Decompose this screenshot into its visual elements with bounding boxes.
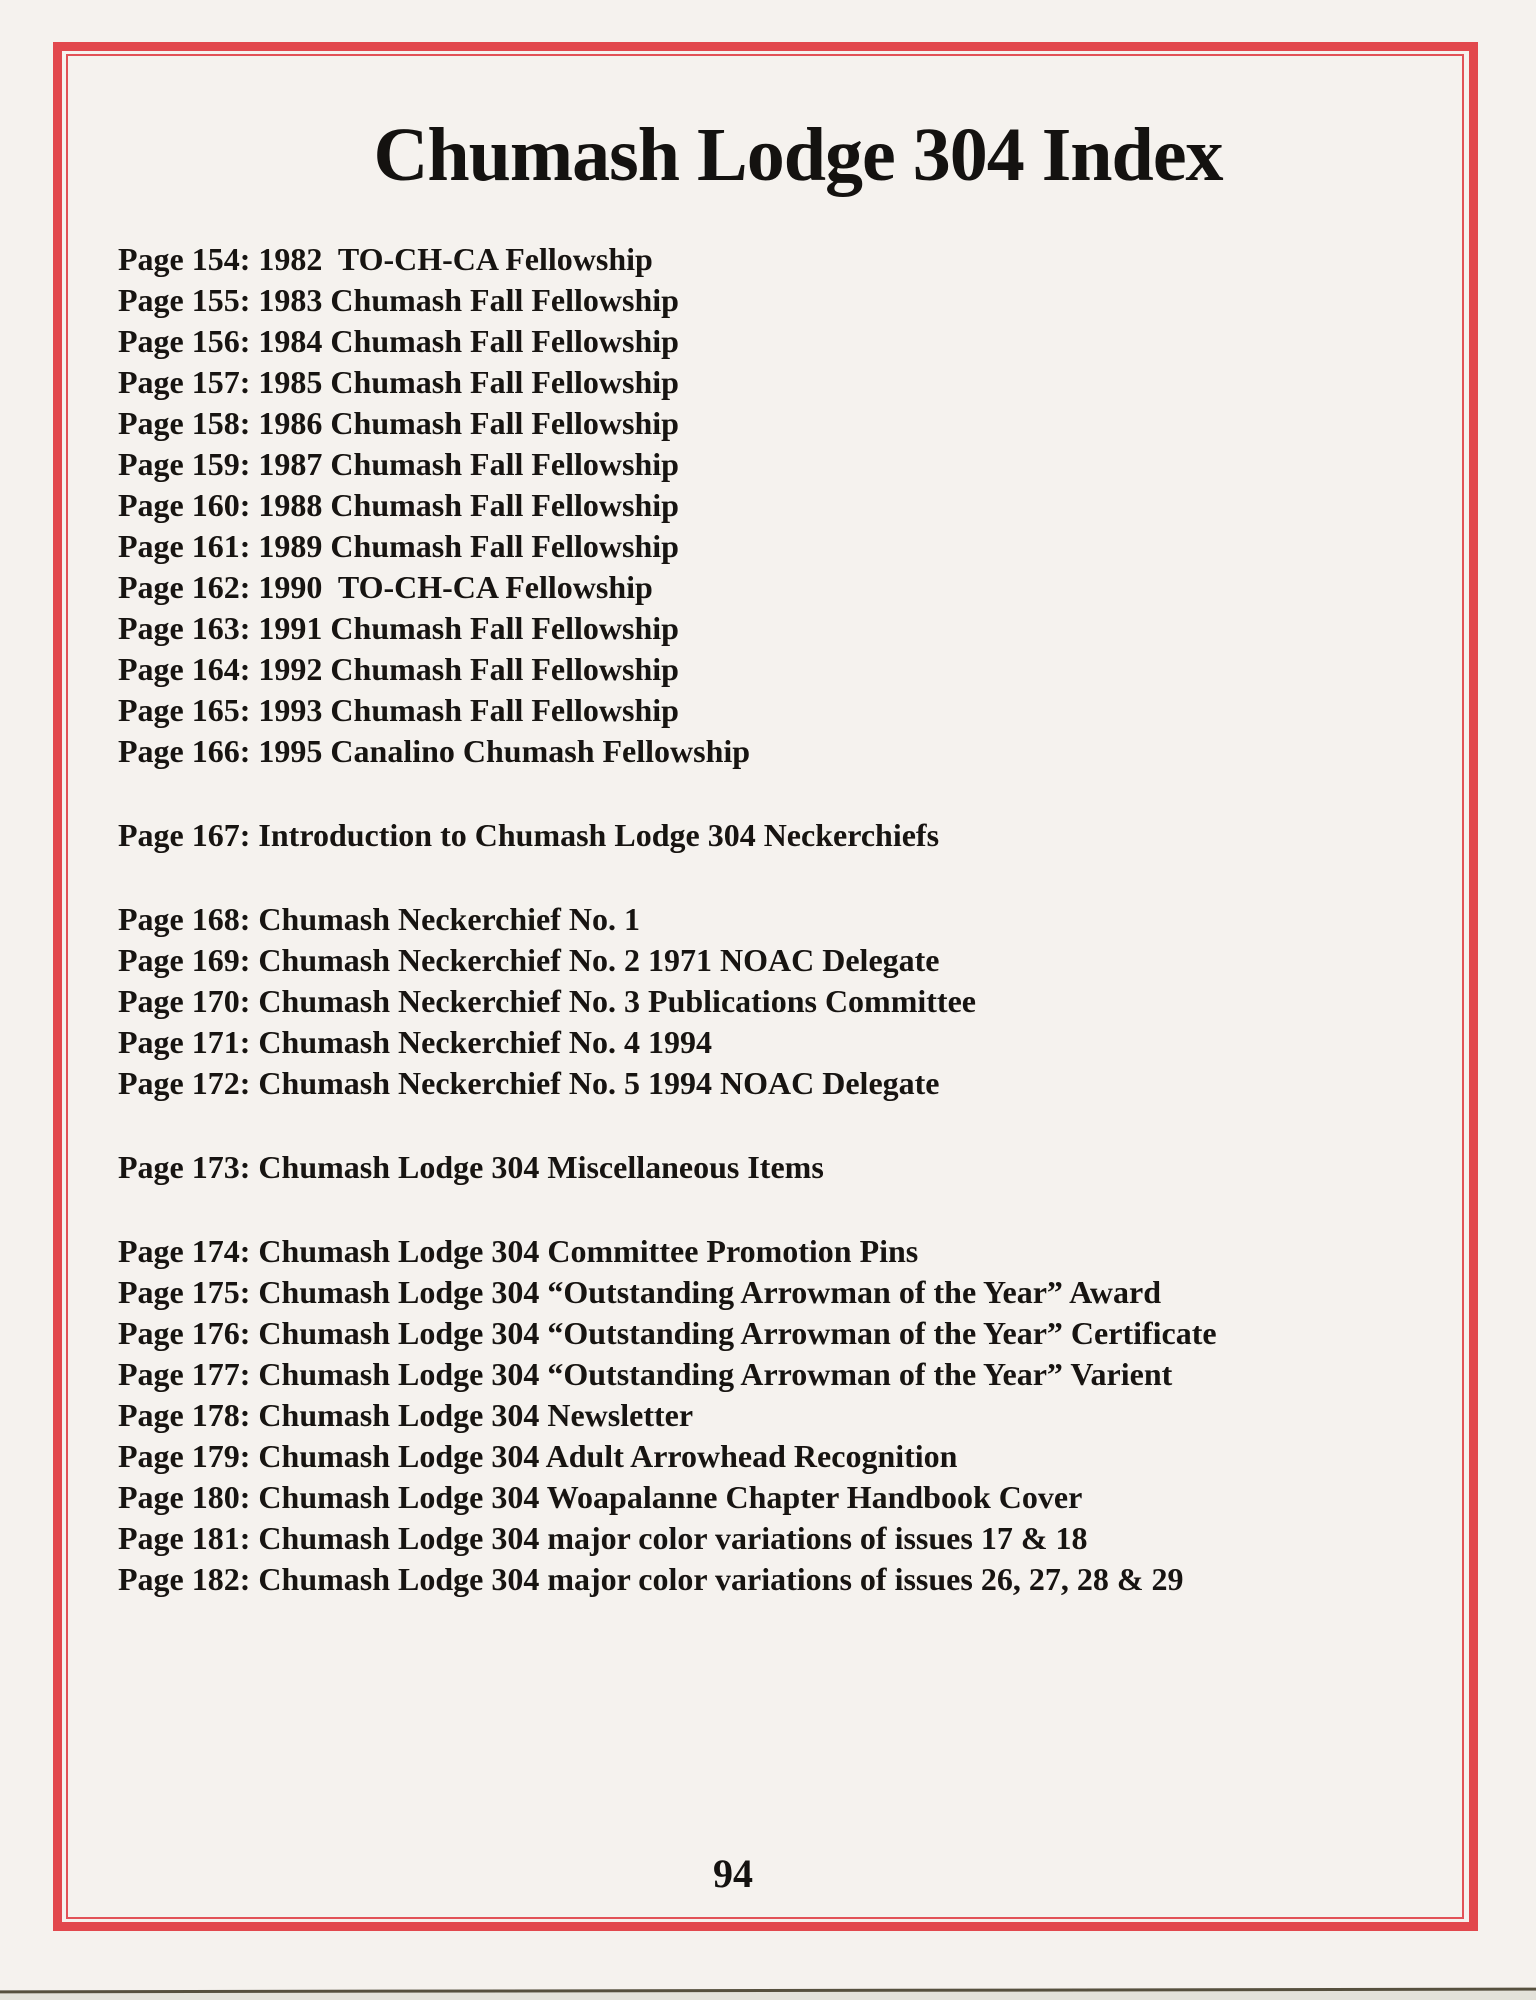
index-entry: Page 174: Chumash Lodge 304 Committee Promotion Pins <box>118 1233 919 1269</box>
index-entry: Page 155: 1983 Chumash Fall Fellowship <box>118 282 679 318</box>
index-list <box>118 239 1418 1600</box>
index-entry: Page 175: Chumash Lodge 304 “Outstanding Arrowman of the Year” Award <box>118 1274 1161 1310</box>
index-entry: Page 179: Chumash Lodge 304 Adult Arrowhead Recognition <box>118 1438 958 1474</box>
index-entry: Page 161: 1989 Chumash Fall Fellowship <box>118 528 679 564</box>
index-entry: Page 164: 1992 Chumash Fall Fellowship <box>118 651 679 687</box>
index-entry: Page 181: Chumash Lodge 304 major color variations of issues 17 & 18 <box>118 1520 1088 1556</box>
index-entry: Page 168: Chumash Neckerchief No. 1 <box>118 901 641 937</box>
index-section-neckerchiefs <box>118 899 1418 1104</box>
index-entry: Page 170: Chumash Neckerchief No. 3 Publications Committee <box>118 983 976 1019</box>
index-entry: Page 156: 1984 Chumash Fall Fellowship <box>118 323 679 359</box>
index-entry: Page 178: Chumash Lodge 304 Newsletter <box>118 1397 694 1433</box>
index-entry: Page 171: Chumash Neckerchief No. 4 1994 <box>118 1024 713 1060</box>
index-entry: Page 177: Chumash Lodge 304 “Outstanding Arrowman of the Year” Varient <box>118 1356 1173 1392</box>
page-number: 94 <box>713 1851 753 1896</box>
index-entry: Page 180: Chumash Lodge 304 Woapalanne Chapter Handbook Cover <box>118 1479 1083 1515</box>
index-entry: Page 157: 1985 Chumash Fall Fellowship <box>118 364 679 400</box>
index-entry: Page 162: 1990 TO-CH-CA Fellowship <box>118 569 653 605</box>
index-entry: Page 176: Chumash Lodge 304 “Outstanding Arrowman of the Year” Certificate <box>118 1315 1217 1351</box>
index-entry: Page 173: Chumash Lodge 304 Miscellaneous Items <box>118 1149 824 1185</box>
index-entry: Page 158: 1986 Chumash Fall Fellowship <box>118 405 679 441</box>
index-entry: Page 182: Chumash Lodge 304 major color variations of issues 26, 27, 28 & 29 <box>118 1561 1184 1597</box>
index-entry: Page 165: 1993 Chumash Fall Fellowship <box>118 692 679 728</box>
index-entry: Page 159: 1987 Chumash Fall Fellowship <box>118 446 679 482</box>
index-entry: Page 160: 1988 Chumash Fall Fellowship <box>118 487 679 523</box>
index-section-fellowship-events <box>118 239 1418 772</box>
index-section-neckerchief-intro <box>118 815 1418 856</box>
index-section-miscellaneous <box>118 1147 1418 1188</box>
index-entry: Page 166: 1995 Canalino Chumash Fellowship <box>118 733 751 769</box>
index-entry: Page 172: Chumash Neckerchief No. 5 1994 NOAC Delegate <box>118 1065 940 1101</box>
index-entry: Page 169: Chumash Neckerchief No. 2 1971 NOAC Delegate <box>118 942 940 978</box>
index-section-awards-and-variations <box>118 1231 1418 1600</box>
index-entry: Page 154: 1982 TO-CH-CA Fellowship <box>118 241 653 277</box>
page-title: Chumash Lodge 304 Index <box>373 113 1223 197</box>
index-entry: Page 167: Introduction to Chumash Lodge 304 Neckerchiefs <box>118 817 940 853</box>
index-entry: Page 163: 1991 Chumash Fall Fellowship <box>118 610 679 646</box>
